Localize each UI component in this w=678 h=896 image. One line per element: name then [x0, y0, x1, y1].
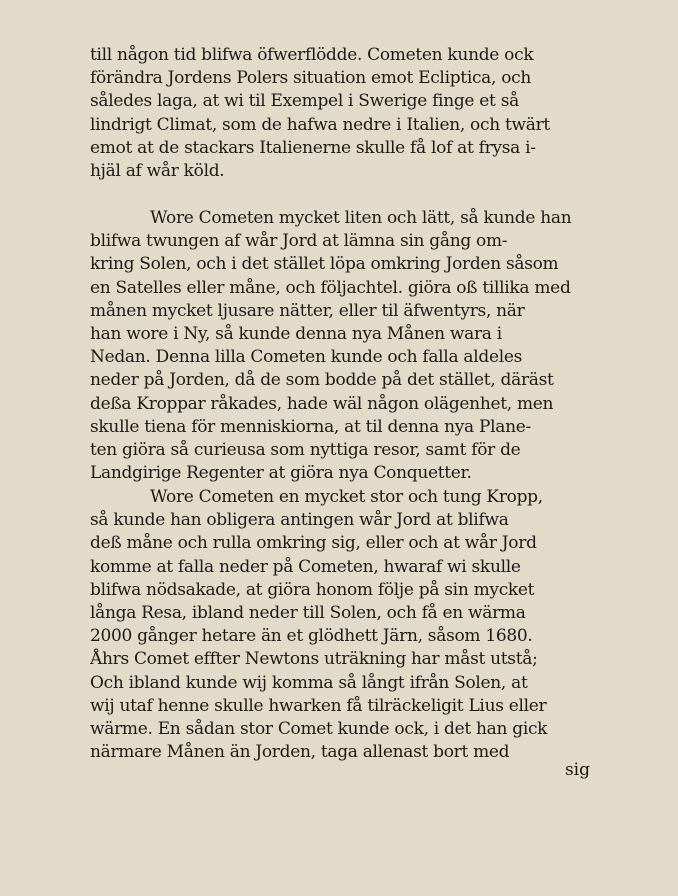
text-line: emot at de stackars Italienerne skulle få lof at frysa i- — [90, 137, 536, 158]
text-line: närmare Månen än Jorden, taga allenast bort med — [90, 742, 510, 763]
text-line: komme at falla neder på Cometen, hwaraf wi skulle — [90, 556, 521, 577]
text-line: Nedan. Denna lilla Cometen kunde och falla aldeles — [90, 347, 523, 368]
text-line: Och ibland kunde wij komma så långt ifrån Solen, at — [90, 672, 528, 693]
text-line: kring Solen, och i det stället löpa omkring Jorden såsom — [90, 254, 559, 275]
text-line: blifwa twungen af wår Jord at lämna sin gång om- — [90, 231, 508, 252]
text-line: till någon tid blifwa öfwerflödde. Cometen kunde ock — [90, 45, 534, 65]
paragraph-2 — [90, 207, 595, 485]
text-line: Åhrs Comet effter Newtons uträkning har måst utstå; — [90, 649, 538, 670]
text-line: förändra Jordens Polers situation emot Ecliptica, och — [90, 68, 532, 89]
text-line: Wore Cometen en mycket stor och tung Kropp, — [150, 487, 543, 507]
text-line: blifwa nödsakade, at giöra honom följe på sin mycket — [90, 579, 535, 600]
text-line: så kunde han obligera antingen wår Jord at blifwa — [90, 510, 509, 531]
text-line: wärme. En sådan stor Comet kunde ock, i det han gick — [90, 719, 548, 740]
text-line: en Satelles eller måne, och följachtel. giöra oß tillika med — [90, 277, 571, 298]
text-line: deßa Kroppar råkades, hade wäl någon olägenhet, men — [90, 393, 554, 414]
text-line: 2000 gånger hetare än et glödhett Järn, såsom 1680. — [90, 626, 533, 647]
text-line: wij utaf henne skulle hwarken få tilräckeligit Lius eller — [90, 695, 547, 716]
text-line: neder på Jorden, då de som bodde på det stället, däräst — [90, 370, 554, 391]
text-line: skulle tiena för menniskiorna, at til denna nya Plane- — [90, 416, 531, 437]
text-line: Wore Cometen mycket liten och lätt, så kunde han — [150, 208, 572, 228]
text-line: deß måne och rulla omkring sig, eller och at wår Jord — [90, 533, 537, 554]
paragraph-1 — [90, 44, 595, 183]
text-line: han wore i Ny, så kunde denna nya Månen wara i — [90, 324, 502, 345]
text-line: månen mycket ljusare nätter, eller til äfwentyrs, när — [90, 300, 525, 321]
paragraph-3 — [90, 486, 595, 764]
text-line: Landgirige Regenter at giöra nya Conquetter. — [90, 463, 472, 484]
text-line: ten giöra så curieusa som nyttiga resor, samt för de — [90, 440, 521, 461]
catchword: sig — [564, 760, 590, 780]
text-line: hjäl af wår köld. — [90, 161, 225, 182]
text-line: lindrigt Climat, som de hafwa nedre i Italien, och twärt — [90, 114, 550, 135]
text-line: således laga, at wi til Exempel i Swerige finge et så — [90, 91, 519, 112]
text-line: långa Resa, ibland neder till Solen, och få en wärma — [90, 603, 526, 624]
